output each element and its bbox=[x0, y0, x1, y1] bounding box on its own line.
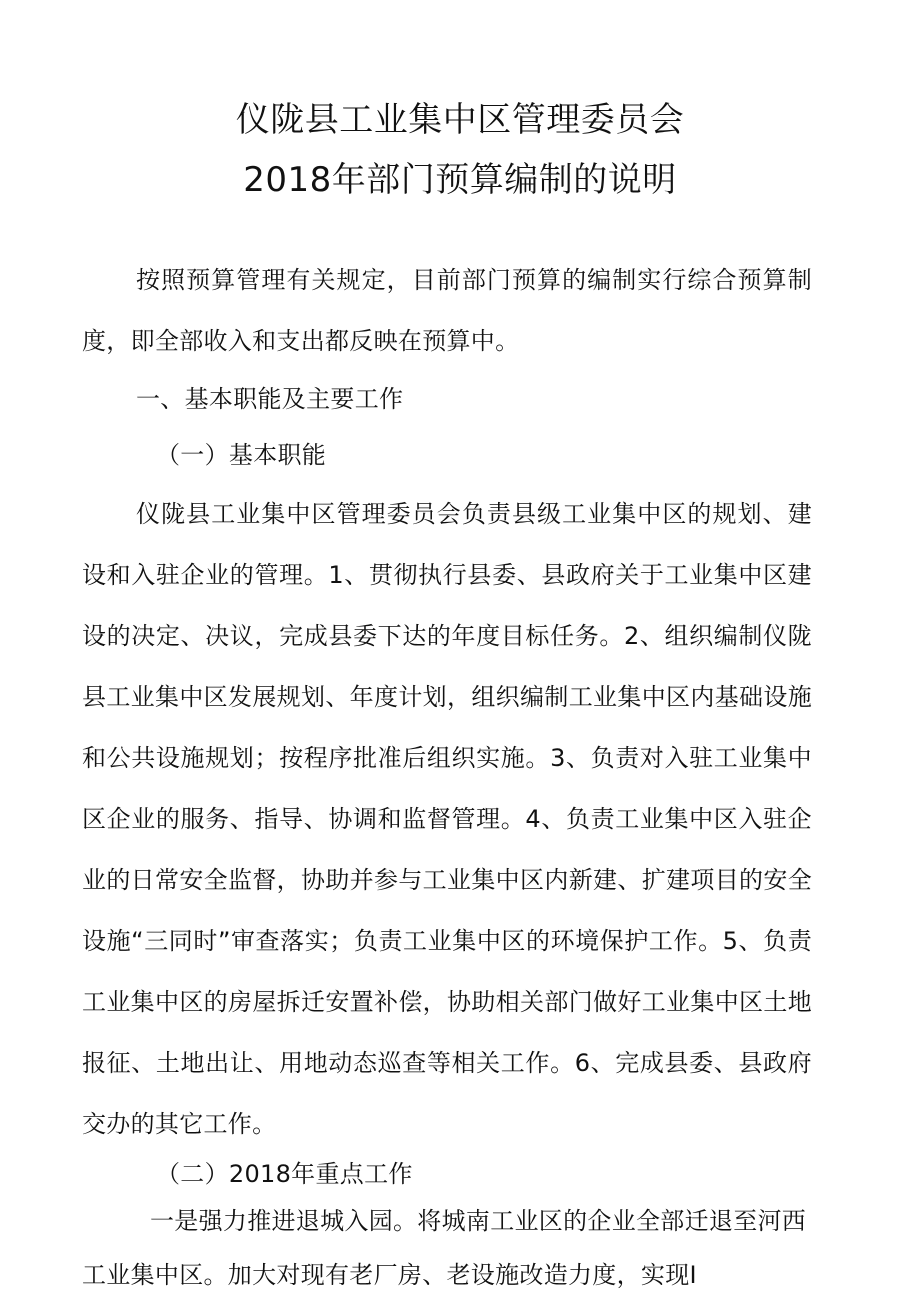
document-title bbox=[0, 92, 920, 208]
functions-paragraph: 仪陇县工业集中区管理委员会负责县级工业集中区的规划、建设和入驻企业的管理。1、贯彻执行县委、县政府关于工业集中区建设的决定、决议，完成县委下达的年度目标任务。2、组织编制仪陇县工业集中区发展规划、年度计划，组织编制工业集中区内基础设施和公共设施规划；按程序批准后组织实施。3、负责对入驻工业集中区企业的服务、指导、协调和监督管理。4、负责工业集中区入驻企业的日常安全监督，协助并参与工业集中区内新建、扩建项目的安全设施“三同时”审查落实；负责工业集中区的环境保护工作。5、负责工业集中区的房屋拆迁安置补偿，协助相关部门做好工业集中区土地报征、土地出让、用地动态巡查等相关工作。6、完成县委、县政府交办的其它工作。 bbox=[82, 500, 812, 1138]
document-body bbox=[82, 250, 812, 1302]
title-line-1: 仪陇县工业集中区管理委员会 bbox=[235, 100, 685, 140]
section-heading-basic-functions-and-work: 一、基本职能及主要工作 bbox=[136, 385, 404, 413]
intro-paragraph: 按照预算管理有关规定，目前部门预算的编制实行综合预算制度，即全部收入和支出都反映在预算中。 bbox=[82, 266, 812, 355]
key-work-paragraph: 一是强力推进退城入园。将城南工业区的企业全部迁退至河西工业集中区。加大对现有老厂房、老设施改造力度，实现I bbox=[82, 1207, 807, 1289]
subsection-heading-basic-functions: （一）基本职能 bbox=[156, 441, 327, 469]
subsection-heading-key-work: （二）2018年重点工作 bbox=[156, 1160, 413, 1188]
title-line-2: 2018年部门预算编制的说明 bbox=[243, 160, 677, 200]
